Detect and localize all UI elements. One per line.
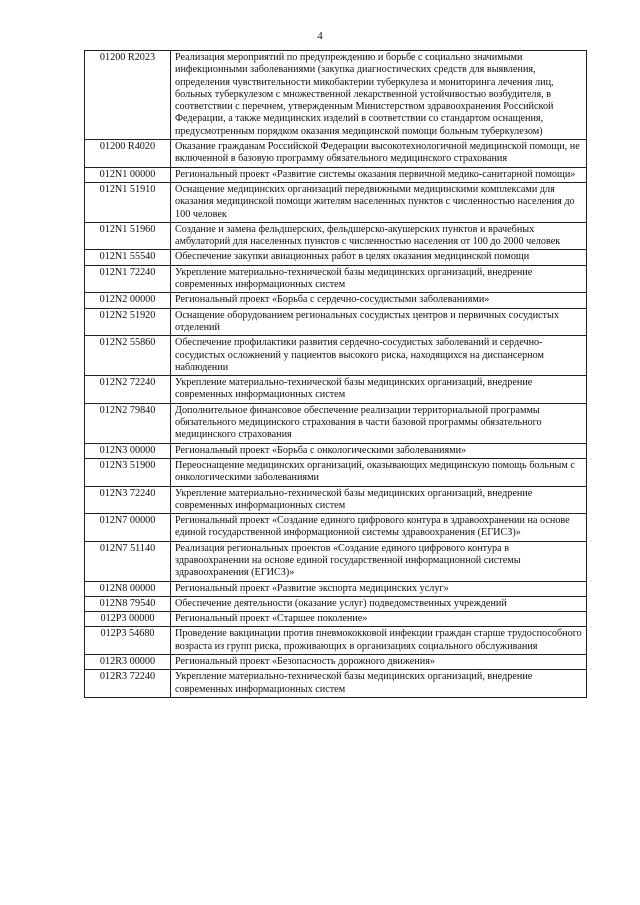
row-code: 012N7 51140 <box>85 541 171 581</box>
table-row <box>85 486 587 514</box>
row-code: 012P3 54680 <box>85 627 171 655</box>
table-row <box>85 458 587 486</box>
row-description: Обеспечение профилактики развития сердечно-сосудистых заболеваний и сердечно-сосудистых осложнений у пациентов высокого риска, находящихся на диспансерном наблюдении <box>171 336 587 376</box>
table-row <box>85 308 587 336</box>
row-code: 012N8 79540 <box>85 596 171 611</box>
row-description: Региональный проект «Борьба с сердечно-сосудистыми заболеваниями» <box>171 293 587 308</box>
table-row <box>85 376 587 404</box>
row-description: Укрепление материально-технической базы медицинских организаций, внедрение современных информационных систем <box>171 670 587 698</box>
table-row <box>85 403 587 443</box>
row-description: Региональный проект «Борьба с онкологическими заболеваниями» <box>171 443 587 458</box>
table-row <box>85 336 587 376</box>
row-description: Укрепление материально-технической базы медицинских организаций, внедрение современных информационных систем <box>171 265 587 293</box>
table-row <box>85 167 587 182</box>
row-code: 012N1 51910 <box>85 182 171 222</box>
row-description: Переоснащение медицинских организаций, оказывающих медицинскую помощь больным с онкологическими заболеваниями <box>171 458 587 486</box>
row-code: 012N2 55860 <box>85 336 171 376</box>
table-row <box>85 250 587 265</box>
row-description: Создание и замена фельдшерских, фельдшерско-акушерских пунктов и врачебных амбулаторий для населенных пунктов с численностью населения от 100 до 2000 человек <box>171 222 587 250</box>
table-row <box>85 140 587 168</box>
table-row <box>85 443 587 458</box>
row-description: Оснащение медицинских организаций передвижными медицинскими комплексами для оказания медицинской помощи жителям населенных пунктов с численностью населения до 100 человек <box>171 182 587 222</box>
row-description: Региональный проект «Развитие системы оказания первичной медико-санитарной помощи» <box>171 167 587 182</box>
row-code: 012N1 51960 <box>85 222 171 250</box>
row-code: 012N3 00000 <box>85 443 171 458</box>
table-row <box>85 265 587 293</box>
table-row <box>85 596 587 611</box>
row-description: Оснащение оборудованием региональных сосудистых центров и первичных сосудистых отделений <box>171 308 587 336</box>
row-description: Региональный проект «Безопасность дорожного движения» <box>171 655 587 670</box>
row-code: 012N2 72240 <box>85 376 171 404</box>
table-row <box>85 581 587 596</box>
row-code: 012N8 00000 <box>85 581 171 596</box>
row-description: Дополнительное финансовое обеспечение реализации территориальной программы обязательного медицинского страхования в части базовой программы обязательного медицинского страхования <box>171 403 587 443</box>
row-description: Обеспечение деятельности (оказание услуг) подведомственных учреждений <box>171 596 587 611</box>
row-description: Обеспечение закупки авиационных работ в целях оказания медицинской помощи <box>171 250 587 265</box>
table-row <box>85 612 587 627</box>
row-code: 012N2 00000 <box>85 293 171 308</box>
row-description: Региональный проект «Создание единого цифрового контура в здравоохранении на основе единой государственной информационной системы здравоохранения (ЕГИСЗ)» <box>171 514 587 542</box>
table-row <box>85 541 587 581</box>
row-code: 012N1 00000 <box>85 167 171 182</box>
row-code: 01200 R2023 <box>85 51 171 140</box>
row-description: Укрепление материально-технической базы медицинских организаций, внедрение современных информационных систем <box>171 486 587 514</box>
row-description: Укрепление материально-технической базы медицинских организаций, внедрение современных информационных систем <box>171 376 587 404</box>
row-code: 012N1 72240 <box>85 265 171 293</box>
row-code: 012N2 79840 <box>85 403 171 443</box>
row-code: 012P3 00000 <box>85 612 171 627</box>
table-row <box>85 514 587 542</box>
row-description: Региональный проект «Старшее поколение» <box>171 612 587 627</box>
row-code: 012N3 51900 <box>85 458 171 486</box>
row-description: Проведение вакцинации против пневмококковой инфекции граждан старше трудоспособного возраста из групп риска, проживающих в организациях социального обслуживания <box>171 627 587 655</box>
table-row <box>85 222 587 250</box>
page-number: 4 <box>317 30 323 42</box>
row-description: Реализация мероприятий по предупреждению и борьбе с социально значимыми инфекционными заболеваниями (закупка диагностических средств для выявления, определения чувствительности микобактерии туберкулеза и мониторинга лечения лиц, больных туберкулезом с множественной лекарственной устойчивостью возбудителя, в соответствии с перечнем, утвержденным Министерством здравоохранения Российской Федерации, а также медицинских изделий в соответствии со стандартом оснащения, предусмотренным порядком оказания медицинской помощи больным туберкулезом) <box>171 51 587 140</box>
table-row <box>85 293 587 308</box>
row-description: Региональный проект «Развитие экспорта медицинских услуг» <box>171 581 587 596</box>
row-code: 012N3 72240 <box>85 486 171 514</box>
row-code: 012R3 00000 <box>85 655 171 670</box>
row-code: 012N2 51920 <box>85 308 171 336</box>
row-description: Реализация региональных проектов «Создание единого цифрового контура в здравоохранении на основе единой государственной информационной системы здравоохранения (ЕГИСЗ)» <box>171 541 587 581</box>
row-code: 012R3 72240 <box>85 670 171 698</box>
row-code: 012N7 00000 <box>85 514 171 542</box>
table-row <box>85 627 587 655</box>
table-row <box>85 655 587 670</box>
row-code: 012N1 55540 <box>85 250 171 265</box>
row-description: Оказание гражданам Российской Федерации высокотехнологичной медицинской помощи, не включенной в базовую программу обязательного медицинского страхования <box>171 140 587 168</box>
row-code: 01200 R4020 <box>85 140 171 168</box>
table-row <box>85 51 587 140</box>
table-row <box>85 670 587 698</box>
table-row <box>85 182 587 222</box>
table-body <box>85 51 587 698</box>
budget-codes-table <box>84 50 587 698</box>
